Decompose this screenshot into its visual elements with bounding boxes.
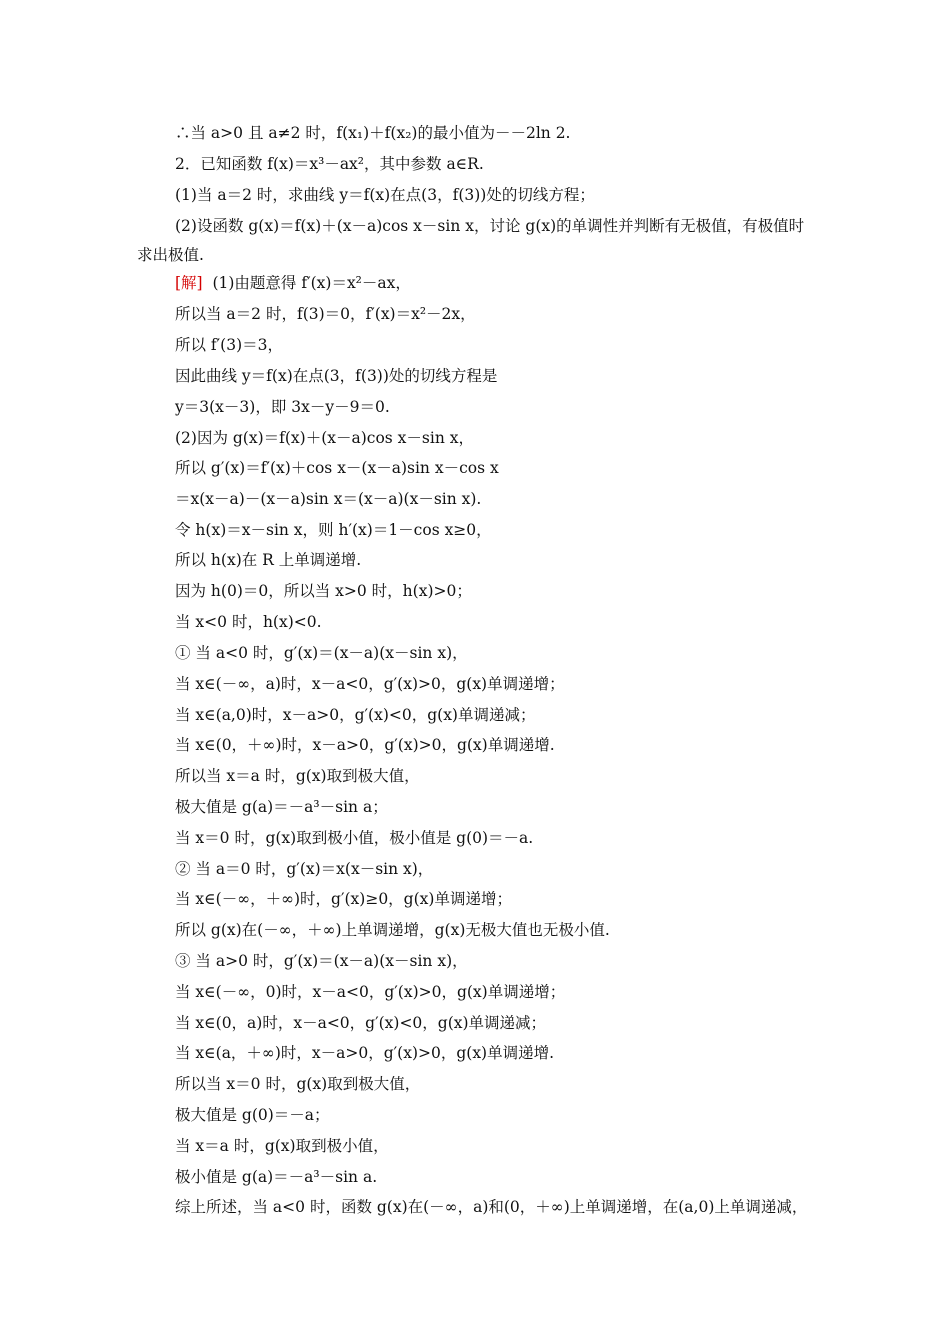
problem-statement: 2．已知函数 f(x)＝x³－ax²，其中参数 a∈R.	[175, 155, 484, 173]
text-line: 令 h(x)＝x－sin x，则 h′(x)＝1－cos x≥0，	[175, 521, 492, 539]
text-line: ∴当 a>0 且 a≠2 时，f(x₁)＋f(x₂)的最小值为－－2ln 2.	[175, 124, 571, 142]
text-line: ② 当 a＝0 时，g′(x)＝x(x－sin x)，	[175, 860, 434, 878]
text-line: 所以当 x＝a 时，g(x)取到极大值，	[175, 767, 420, 785]
text-line: 当 x∈(a,0)时，x－a>0，g′(x)<0，g(x)单调递减；	[175, 706, 536, 724]
text-line: 当 x∈(－∞，0)时，x－a<0，g′(x)>0，g(x)单调递增；	[175, 983, 566, 1001]
text-line: 所以 g(x)在(－∞，＋∞)上单调递增，g(x)无极大值也无极小值.	[175, 921, 610, 939]
problem-part-1: (1)当 a＝2 时，求曲线 y＝f(x)在点(3，f(3))处的切线方程；	[175, 186, 595, 204]
text-line: 所以 h(x)在 R 上单调递增.	[175, 551, 362, 569]
text-line: 当 x∈(a，＋∞)时，x－a>0，g′(x)>0，g(x)单调递增.	[175, 1044, 555, 1062]
text-line: 当 x＝a 时，g(x)取到极小值，	[175, 1137, 389, 1155]
text-line: 所以 f′(3)＝3，	[175, 336, 284, 354]
text-line: 所以 g′(x)＝f′(x)＋cos x－(x－a)sin x－cos x	[175, 459, 499, 477]
text-line: 极大值是 g(0)＝－a；	[175, 1106, 330, 1124]
text-line: 当 x∈(0，＋∞)时，x－a>0，g′(x)>0，g(x)单调递增.	[175, 736, 555, 754]
text-line: 所以当 a＝2 时，f(3)＝0，f′(x)＝x²－2x，	[175, 305, 476, 323]
solution-first-line	[175, 272, 820, 294]
text-line: 所以当 x＝0 时，g(x)取到极大值，	[175, 1075, 421, 1093]
problem-part-2-cont: 求出极值.	[137, 246, 204, 264]
text-line: y＝3(x－3)，即 3x－y－9＝0.	[175, 398, 390, 416]
problem-part-2: (2)设函数 g(x)＝f(x)＋(x－a)cos x－sin x，讨论 g(x)的单调性并判断有无极值，有极值时	[175, 217, 805, 235]
text-line: 因此曲线 y＝f(x)在点(3，f(3))处的切线方程是	[175, 367, 498, 385]
text-line: 综上所述，当 a<0 时，函数 g(x)在(－∞，a)和(0，＋∞)上单调递增，在(a,0)上单调递减，	[175, 1198, 808, 1216]
text-line: ＝x(x－a)－(x－a)sin x＝(x－a)(x－sin x).	[175, 490, 482, 508]
text-line: ① 当 a<0 时，g′(x)＝(x－a)(x－sin x)，	[175, 644, 468, 662]
text-line: 当 x＝0 时，g(x)取到极小值，极小值是 g(0)＝－a.	[175, 829, 534, 847]
text-line: 当 x∈(0，a)时，x－a<0，g′(x)<0，g(x)单调递减；	[175, 1014, 547, 1032]
solution-tag: [解]	[175, 274, 203, 292]
text-line: 当 x<0 时，h(x)<0.	[175, 613, 322, 631]
text-line: 当 x∈(－∞，a)时，x－a<0，g′(x)>0，g(x)单调递增；	[175, 675, 565, 693]
solution-line-text: (1)由题意得 f′(x)＝x²－ax，	[212, 274, 411, 292]
text-line: 因为 h(0)＝0，所以当 x>0 时，h(x)>0；	[175, 582, 472, 600]
text-line: 极小值是 g(a)＝－a³－sin a.	[175, 1168, 378, 1186]
text-line: (2)因为 g(x)＝f(x)＋(x－a)cos x－sin x，	[175, 429, 474, 447]
text-line: 当 x∈(－∞，＋∞)时，g′(x)≥0，g(x)单调递增；	[175, 890, 512, 908]
text-line: 极大值是 g(a)＝－a³－sin a；	[175, 798, 388, 816]
text-line: ③ 当 a>0 时，g′(x)＝(x－a)(x－sin x)，	[175, 952, 468, 970]
